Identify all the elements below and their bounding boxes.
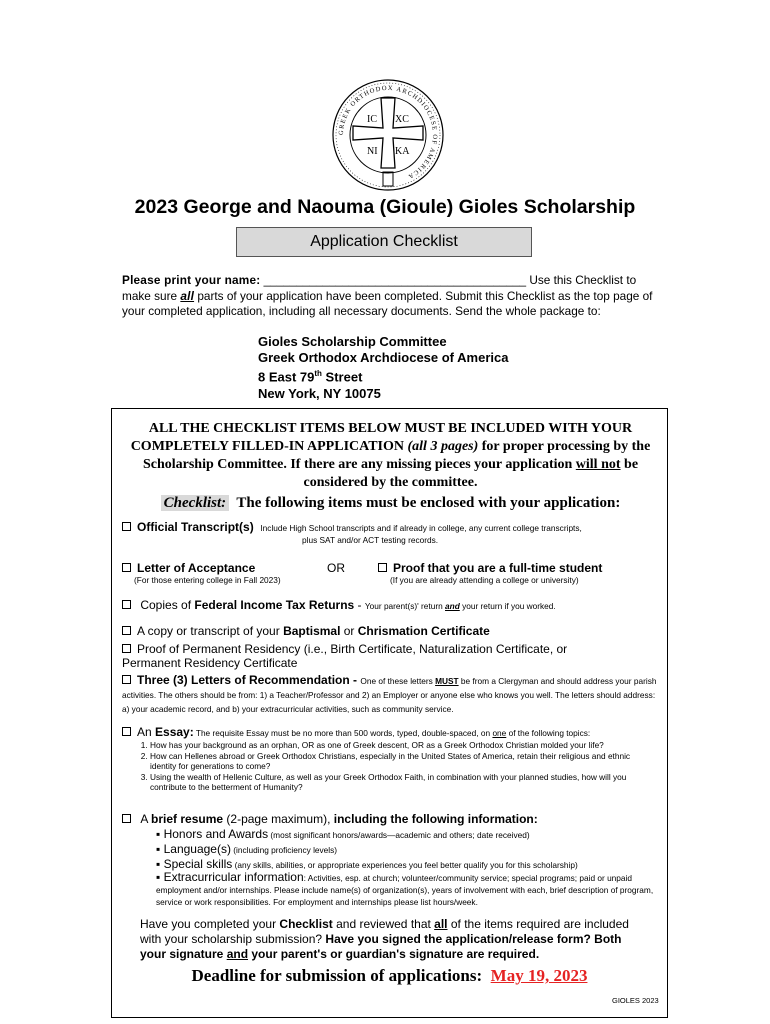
archdiocese-seal bbox=[331, 78, 445, 192]
checklist-header: Application Checklist bbox=[236, 227, 532, 257]
resume-list bbox=[156, 827, 661, 908]
deadline-date: May 19, 2023 bbox=[490, 966, 588, 985]
checklist-heading bbox=[118, 495, 663, 512]
address-line-4: New York, NY 10075 bbox=[258, 385, 381, 401]
item-resume: A brief resume (2-page maximum), including the following information: bbox=[122, 812, 538, 826]
intro-all: all bbox=[180, 288, 195, 303]
mailing-address bbox=[258, 334, 508, 402]
checkbox-tax[interactable] bbox=[122, 600, 131, 609]
seal-ring-text: GREEK ORTHODOX ARCHDIOCESE OF AMERICA bbox=[337, 84, 439, 181]
name-label: Please print your name: bbox=[122, 273, 261, 287]
transcript-desc-2: plus SAT and/or ACT testing records. bbox=[302, 535, 439, 545]
checkbox-essay[interactable] bbox=[122, 727, 131, 736]
seal-letter-xc: XC bbox=[395, 114, 409, 125]
intro-paragraph bbox=[122, 273, 660, 320]
item-baptismal: A copy or transcript of your Baptismal or Chrismation Certificate bbox=[122, 624, 490, 638]
name-line[interactable]: ________________________________________ bbox=[263, 273, 527, 287]
seal-letter-ic: IC bbox=[367, 114, 377, 125]
checkbox-acceptance[interactable] bbox=[122, 563, 131, 572]
or-label: OR bbox=[327, 561, 345, 575]
checkbox-baptismal[interactable] bbox=[122, 626, 131, 635]
item-transcript: Official Transcript(s) Include High School transcripts and if already in college, any current college transcripts, bbox=[122, 520, 582, 534]
item-residency: Proof of Permanent Residency (i.e., Birth Certificate, Naturalization Certificate, or Permanent Residency Certificate bbox=[122, 642, 568, 670]
checkbox-proof[interactable] bbox=[378, 563, 387, 572]
acceptance-note: (For those entering college in Fall 2023) bbox=[134, 575, 281, 585]
checkbox-transcript[interactable] bbox=[122, 522, 131, 531]
checkbox-letters[interactable] bbox=[122, 675, 131, 684]
resume-honors: ▪ Honors and Awards (most significant honors/awards—academic and others; date received) bbox=[156, 827, 530, 841]
essay-topic: 2. How can Hellenes abroad or Greek Orthodox Christians, especially in the United States of America, retain their religious and ethnic identity for generations to come? bbox=[150, 751, 656, 772]
seal-letter-ni: NI bbox=[367, 146, 378, 157]
address-line-2: Greek Orthodox Archdiocese of America bbox=[258, 350, 509, 366]
address-line-1: Gioles Scholarship Committee bbox=[258, 334, 447, 349]
item-proof: Proof that you are a full-time student bbox=[378, 561, 602, 575]
item-acceptance: Letter of Acceptance bbox=[122, 561, 255, 575]
item-letters: Three (3) Letters of Recommendation - One of these letters MUST be from a Clergyman and should address your parish activities. The others should be from: 1) a Teacher/Professor and 2) an Employer or anyone else who knows you well. The letters should address: a) your academic record, and b) your extracurricular activities, such as community service. bbox=[122, 673, 657, 714]
seal-letter-ka: KA bbox=[395, 146, 410, 157]
item-tax-returns: Copies of Federal Income Tax Returns - Your parent(s)' return and your return if you worked. bbox=[122, 598, 556, 612]
checkbox-residency[interactable] bbox=[122, 644, 131, 653]
proof-note: (If you are already attending a college or university) bbox=[390, 575, 579, 585]
resume-language: ▪ Language(s) (including proficiency levels) bbox=[156, 842, 338, 856]
item-essay: An Essay: The requisite Essay must be no more than 500 words, typed, double-spaced, on one of the following topics: bbox=[122, 725, 662, 739]
checkbox-resume[interactable] bbox=[122, 814, 131, 823]
footer-code: GIOLES 2023 bbox=[612, 996, 659, 1005]
essay-topics bbox=[136, 740, 656, 793]
essay-topic: 3. Using the wealth of Hellenic Culture, as well as your Greek Orthodox Faith, in combination with your planned studies, how will you contribute to the betterment of Humanity? bbox=[150, 772, 656, 793]
page-title: 2023 George and Naouma (Gioule) Gioles Scholarship bbox=[134, 196, 636, 218]
checklist-label: Checklist: bbox=[161, 495, 230, 511]
resume-extracurricular: ▪ Extracurricular information: Activities, esp. at church; volunteer/community service; special programs; paid or unpaid employment and/or internships. Please include name(s) of organization(s), years of involvement with each, brief description of program, service or work responsibilities. For employment and internships please list hours/week. bbox=[156, 870, 654, 907]
closing-text: Have you completed your Checklist and reviewed that all of the items required are included with your scholarship submission? Have you signed the application/release form? Both your signature and your parent's or guardian's signature are required. bbox=[140, 917, 629, 961]
resume-skills: ▪ Special skills (any skills, abilities, or appropriate experiences you feel better qualify you for this scholarship) bbox=[156, 857, 578, 871]
deadline bbox=[111, 966, 668, 986]
essay-topic: 1. How has your background as an orphan, OR as one of Greek descent, OR as a Greek Orthodox Christian molded your life? bbox=[150, 740, 656, 751]
intro-text-1: Use this Checklist to make sure bbox=[122, 273, 637, 303]
intro-text-2: parts of your application have been completed. Submit this Checklist as the top page of your completed application, including all necessary documents. Send the whole package to: bbox=[122, 288, 653, 318]
deadline-label: Deadline for submission of applications: bbox=[191, 966, 483, 985]
address-line-3: 8 East 79th Street bbox=[258, 369, 363, 385]
warning-text: ALL THE CHECKLIST ITEMS BELOW MUST BE INCLUDED WITH YOUR COMPLETELY FILLED-IN APPLICATION (all 3 pages) for proper processing by the Scholarship Committee. If there are any missing pieces your application will not be considered by the committee. bbox=[130, 421, 651, 490]
checklist-heading-text: The following items must be enclosed with your application: bbox=[236, 495, 621, 511]
